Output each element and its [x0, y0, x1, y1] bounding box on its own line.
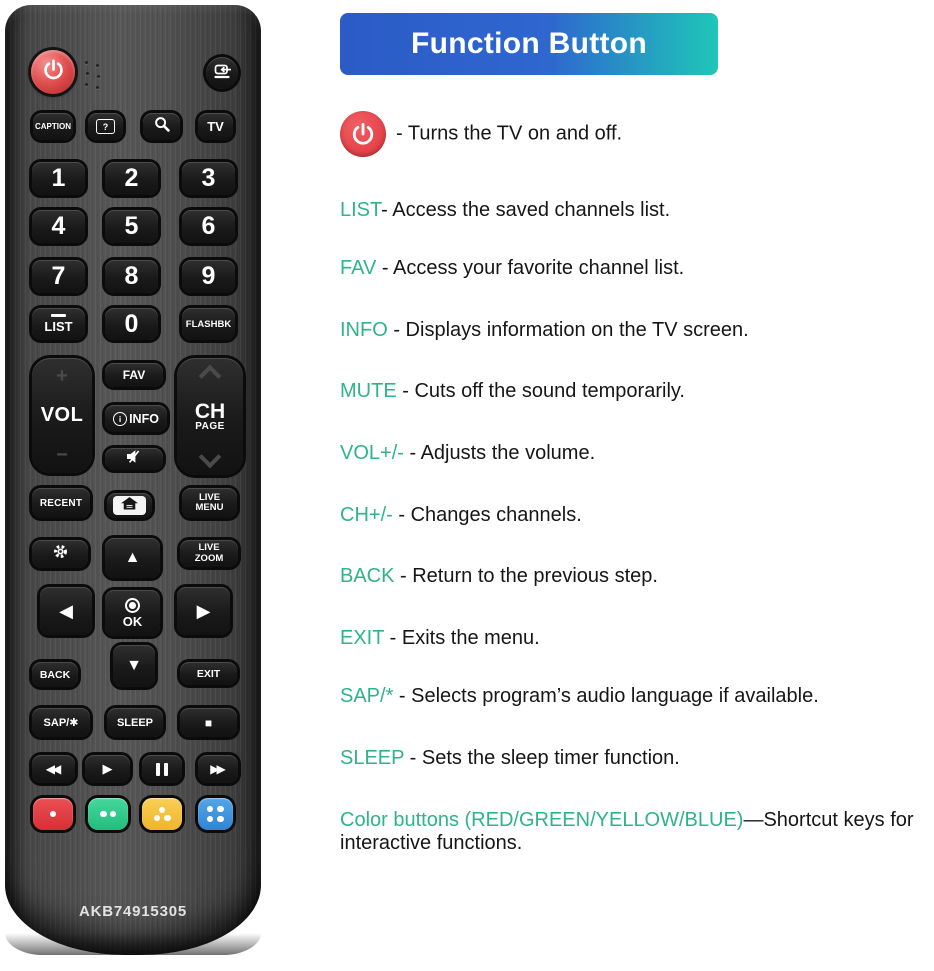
- function-desc: - Displays information on the TV screen.: [387, 319, 749, 341]
- home-button: [107, 493, 152, 518]
- power-icon: [42, 58, 65, 86]
- caption-label: CAPTION: [35, 122, 71, 131]
- function-row-sap: [340, 685, 932, 708]
- fav-button: FAV: [105, 363, 163, 387]
- recent-button: RECENT: [32, 488, 90, 518]
- one-dot-icon: [50, 811, 56, 817]
- three-dots-icon: [154, 807, 171, 822]
- function-label: Color buttons (RED/GREEN/YELLOW/BLUE): [340, 809, 744, 831]
- mic-holes: [83, 60, 101, 90]
- info-icon: [113, 412, 127, 426]
- remote-control: [5, 5, 261, 955]
- function-desc: - Adjusts the volume.: [403, 442, 596, 464]
- function-desc: - Selects program’s audio language if available.: [393, 685, 819, 707]
- function-desc: - Access the saved channels list.: [381, 199, 671, 221]
- digit-7-button: 7: [32, 260, 85, 293]
- power-button: [31, 50, 75, 94]
- help-button: [88, 113, 123, 140]
- mute-icon: [126, 449, 143, 469]
- function-label: BACK: [340, 565, 395, 587]
- tv-button: [198, 113, 233, 140]
- back-button: BACK: [32, 662, 78, 687]
- help-icon: ?: [96, 119, 115, 134]
- exit-button: EXIT: [180, 662, 237, 685]
- function-label: SLEEP: [340, 747, 405, 769]
- search-icon: [154, 116, 170, 137]
- tv-label: TV: [207, 119, 224, 134]
- channel-rocker: [177, 358, 243, 475]
- ok-label: OK: [122, 614, 143, 629]
- four-dots-icon: [207, 806, 225, 823]
- function-label: MUTE: [340, 380, 397, 402]
- function-row-fav: [340, 257, 932, 280]
- function-row-back: [340, 565, 932, 588]
- pause-icon: [156, 763, 168, 776]
- function-legend: [340, 0, 932, 971]
- play-button: [85, 755, 130, 783]
- ok-button: [105, 590, 160, 636]
- sleep-button: SLEEP: [107, 708, 163, 737]
- settings-button: [32, 540, 88, 568]
- arrow-up-button: [105, 538, 160, 578]
- arrow-down-icon: ▼: [126, 657, 142, 674]
- function-desc: - Cuts off the sound temporarily.: [396, 380, 685, 402]
- digit-2-button: 2: [105, 162, 158, 195]
- function-row-list: [340, 199, 932, 222]
- chevron-up-icon: [199, 365, 222, 388]
- home-icon: [121, 497, 138, 515]
- arrow-right-button: [177, 587, 230, 635]
- power-icon: [340, 111, 386, 157]
- info-label: INFO: [129, 411, 159, 426]
- function-row-power: [340, 111, 932, 157]
- volume-rocker: [32, 358, 92, 473]
- mic-hole: [97, 75, 100, 78]
- mic-hole: [85, 83, 88, 86]
- input-icon: [212, 63, 232, 84]
- red-color-button: [33, 798, 73, 830]
- digit-1-button: 1: [32, 162, 85, 195]
- function-desc: - Sets the sleep timer function.: [404, 747, 680, 769]
- function-desc: - Exits the menu.: [384, 627, 540, 649]
- channel-label: CH: [194, 400, 226, 423]
- play-icon: ▶: [102, 761, 113, 776]
- info-button: [105, 405, 167, 432]
- digit-5-button: 5: [105, 210, 158, 243]
- mic-hole: [96, 64, 99, 67]
- input-button: [206, 57, 238, 89]
- gear-icon: [52, 543, 69, 565]
- arrow-up-icon: ▲: [124, 549, 141, 566]
- pause-button: [142, 755, 182, 783]
- volume-up-icon: +: [56, 365, 68, 387]
- function-desc: - Turns the TV on and off.: [396, 122, 623, 145]
- yellow-color-button: [142, 798, 182, 830]
- function-label: INFO: [340, 319, 388, 341]
- digit-0-button: 0: [105, 308, 158, 340]
- fast-forward-button: [198, 755, 238, 783]
- blue-color-button: [198, 798, 233, 830]
- caption-button: [33, 113, 73, 140]
- arrow-left-icon: ◀: [59, 600, 73, 621]
- fast-forward-icon: ▶▶: [210, 762, 223, 776]
- list-label: LIST: [44, 319, 73, 335]
- model-number: AKB74915305: [78, 903, 188, 920]
- function-row-ch: [340, 504, 932, 527]
- volume-down-icon: −: [56, 444, 68, 466]
- chevron-down-icon: [199, 446, 222, 469]
- digit-6-button: 6: [182, 210, 235, 243]
- function-row-mute: [340, 380, 932, 403]
- two-dots-icon: [100, 811, 116, 818]
- sap-button: SAP/✱: [32, 708, 90, 737]
- green-color-button: [88, 798, 128, 830]
- function-label: SAP/*: [340, 685, 394, 707]
- scroll-wheel-icon: [125, 598, 140, 613]
- section-title: Function Button: [410, 27, 648, 60]
- function-row-info: [340, 319, 932, 342]
- list-button: [32, 308, 85, 340]
- function-desc: - Return to the previous step.: [394, 565, 658, 587]
- function-row-exit: [340, 627, 932, 650]
- volume-label: VOL: [40, 404, 84, 426]
- function-label: VOL+/-: [340, 442, 404, 464]
- mic-hole: [96, 86, 99, 89]
- rewind-button: [32, 755, 75, 783]
- function-row-color-buttons: [340, 809, 932, 855]
- digit-8-button: 8: [105, 260, 158, 293]
- function-label: FAV: [340, 257, 377, 279]
- mute-button: [105, 448, 163, 470]
- function-desc: - Access your favorite channel list.: [376, 257, 685, 279]
- arrow-down-button: [113, 645, 155, 687]
- page-label: PAGE: [195, 421, 225, 432]
- function-row-vol: [340, 442, 932, 465]
- digit-4-button: 4: [32, 210, 85, 243]
- live-menu-button: LIVE MENU: [182, 488, 237, 518]
- digit-3-button: 3: [182, 162, 235, 195]
- search-button: [143, 113, 180, 140]
- function-label: CH+/-: [340, 504, 393, 526]
- digit-9-button: 9: [182, 260, 235, 293]
- arrow-right-icon: ▶: [196, 600, 211, 621]
- mic-hole: [86, 72, 89, 75]
- stop-button: [180, 708, 237, 737]
- stop-icon: ■: [204, 715, 213, 730]
- function-label: EXIT: [340, 627, 385, 649]
- function-desc: - Changes channels.: [392, 504, 582, 526]
- function-row-sleep: [340, 747, 932, 770]
- rewind-icon: ◀◀: [45, 762, 59, 776]
- mic-hole: [85, 61, 88, 64]
- live-zoom-button: LIVE ZOOM: [180, 540, 238, 567]
- arrow-left-button: [40, 587, 92, 635]
- list-bar-icon: [51, 314, 66, 318]
- function-desc: —Shortcut keys for interactive functions.: [340, 809, 914, 854]
- flashbk-button: FLASHBK: [182, 308, 235, 340]
- function-label: LIST: [340, 199, 382, 221]
